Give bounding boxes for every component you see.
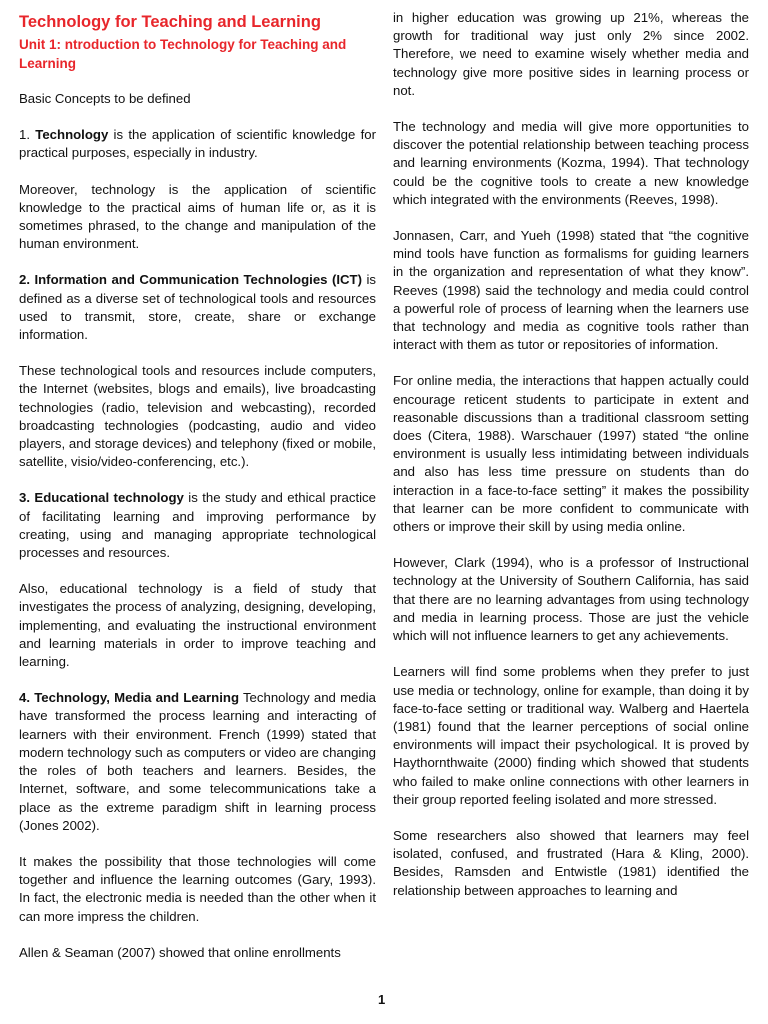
definition-text: is the study and ethical practice of facilitating learning and improving performance by creating, using and managing appropriate technological processes and resources. [19,490,376,561]
paragraph-learner-problems: Learners will find some problems when they prefer to just use media or technology, online for example, than doing it by face-to-face setting or traditional way. Walberg and Haertela (1981) found that the learner perceptions of social online environments will impact their psychological. It is proved by Haythornthwaite (2000) finding which showed that students who failed to make online connections with other learners in their group reported feeling isolated and more stressed. [393,664,749,807]
paragraph-ict-definition [19,271,376,344]
left-column [19,0,376,980]
right-column [393,9,749,918]
paragraph-researchers: Some researchers also showed that learners may feel isolated, confused, and frustrated (Hara & Kling, 2000). Besides, Ramsden and Entwistle (1981) identified the relationship between approaches to learning and [393,827,749,898]
definition-text: is defined as a diverse set of technological tools and resources used to transmit, store, create, share or exchange information. [19,272,376,343]
paragraph-educational-technology-field: Also, educational technology is a field of study that investigates the process of analyzing, designing, developing, implementing, and evaluating the instructional environment and learning materials in order to improve teaching and learning. [19,581,376,670]
document-title: Technology for Teaching and Learning [19,13,321,31]
basic-concepts-heading: Basic Concepts to be defined [19,91,191,106]
paragraph-online-media: For online media, the interactions that happen actually could encourage reticent students to participate in extent and reasonable discussions than a traditional classroom setting does (Citera, 1988). Warschauer (1997) stated “the online environment is usually less intimidating between individuals and also has less time pressure on students than do interaction in a face-to-face setting” it makes the possibility that learner can be more confident to communicate with others or improve their skill by using media online. [393,373,749,535]
paragraph-educational-technology [19,489,376,562]
paragraph-online-enrollments: Allen & Seaman (2007) showed that online enrollments [19,944,341,960]
paragraph-clark: However, Clark (1994), who is a professor of Instructional technology at the University of Southern California, has said that there are no learning advantages from using technology and media in learning process. Those are just the vehicle which will not influence learners to get any achievements. [393,555,749,644]
paragraph-opportunities: The technology and media will give more opportunities to discover the potential relationship between teaching process and learning environments (Kozma, 1994). That technology could be the cognitive tools to create a new knowledge which integrated with the environments (Reeves, 1998). [393,119,749,207]
paragraph-technology-definition [19,126,376,162]
paragraph-cognitive-tools: Jonnasen, Carr, and Yueh (1998) stated that “the cognitive mind tools have function as formalisms for guiding learners in the organization and representation of what they know”. Reeves (1998) said the technology and media could control a powerful role of process of learning when the learners use that technology and media as cognitive tools rather than interact with them as tutor or repositories of information. [393,228,749,353]
page-number: 1 [378,992,386,1007]
term-technology-media-learning: 4. Technology, Media and Learning [19,690,239,706]
paragraph-enrollment-growth: in higher education was growing up 21%, whereas the growth for traditional way just only 2% since 2002. Therefore, we need to examine wisely whether media and technology give more positive sides in learning process or not. [393,10,749,98]
paragraph-ict-tools: These technological tools and resources include computers, the Internet (websites, blogs and emails), live broadcasting technologies (radio, television and webcasting), recorded broadcasting technologies (podcasting, audio and video players, and storage devices) and telephony (fixed or mobile, satellite, visio/video-conferencing, etc.). [19,363,376,470]
definition-text: is the application of scientific knowledge for practical purposes, especially in industry. [19,127,376,161]
paragraph-technology-media-learning [19,689,376,835]
definition-number: 1. [19,127,36,143]
paragraph-technology-moreover: Moreover, technology is the application of scientific knowledge to the practical aims of human life or, as it is sometimes phrased, to the change and manipulation of the human environment. [19,181,376,252]
unit-subtitle: Unit 1: ntroduction to Technology for Teaching and Learning [19,37,347,71]
paragraph-learning-outcomes: It makes the possibility that those technologies will come together and influence the learning outcomes (Gary, 1993). In fact, the electronic media is needed than the other when it can more impress the children. [19,853,376,924]
term-ict: 2. Information and Communication Technologies (ICT) [19,272,362,288]
term-technology: Technology [35,127,109,143]
definition-text: Technology and media have transformed the process learning and interacting of learners with their environment. French (1999) stated that modern technology such as computers or video are changing the roles of both teachers and learners. Besides, the Internet, software, and some telecommunications take a place as the extreme paradigm shift in learning process (Jones 2002). [19,690,377,833]
term-educational-technology: 3. Educational technology [19,490,184,506]
